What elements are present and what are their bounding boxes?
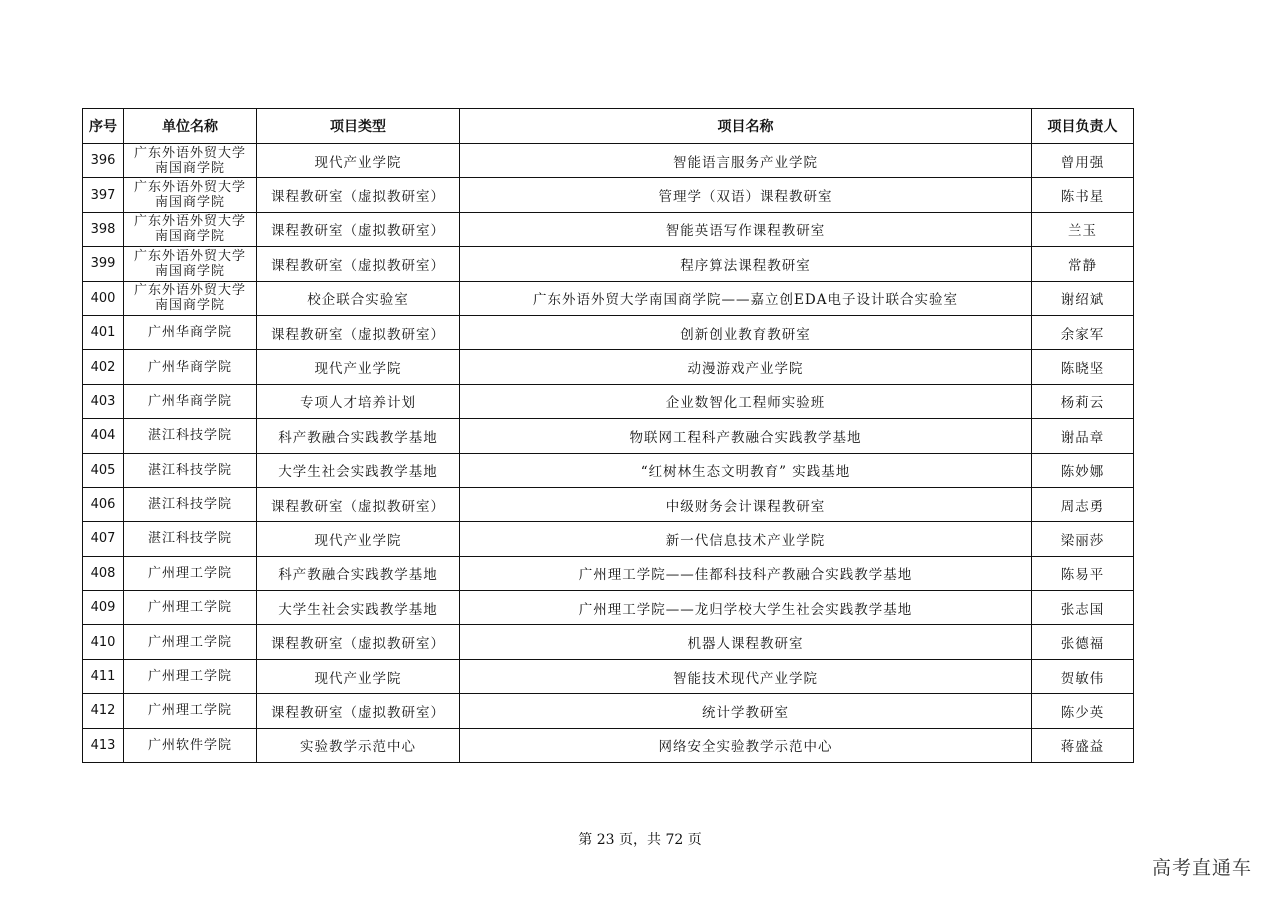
cell-project-name: 智能英语写作课程教研室	[460, 212, 1032, 246]
cell-unit	[124, 453, 257, 487]
cell-project-name: 机器人课程教研室	[460, 625, 1032, 659]
cell-serial: 411	[83, 659, 124, 693]
cell-serial: 406	[83, 487, 124, 521]
table-header-row	[83, 109, 1134, 144]
header-leader: 项目负责人	[1032, 109, 1134, 144]
cell-project-name: 广东外语外贸大学南国商学院——嘉立创EDA电子设计联合实验室	[460, 281, 1032, 315]
cell-type: 现代产业学院	[257, 522, 460, 556]
cell-unit	[124, 591, 257, 625]
page-number: 第 23 页，共 72 页	[578, 832, 702, 848]
cell-project-name: 管理学（双语）课程教研室	[460, 178, 1032, 212]
cell-serial: 397	[83, 178, 124, 212]
header-serial: 序号	[83, 109, 124, 144]
cell-serial: 410	[83, 625, 124, 659]
table-row	[83, 384, 1134, 418]
cell-project-name: 企业数智化工程师实验班	[460, 384, 1032, 418]
cell-serial: 399	[83, 247, 124, 281]
unit-text: 湛江科技学院	[147, 428, 232, 444]
cell-unit	[124, 384, 257, 418]
unit-text: 广州软件学院	[147, 737, 232, 753]
cell-type: 现代产业学院	[257, 144, 460, 178]
cell-type: 科产教融合实践教学基地	[257, 419, 460, 453]
table-row	[83, 487, 1134, 521]
cell-type: 课程教研室（虚拟教研室）	[257, 315, 460, 349]
cell-unit	[124, 144, 257, 178]
cell-project-name: 广州理工学院——佳都科技科产教融合实践教学基地	[460, 556, 1032, 590]
unit-text: 广州华商学院	[147, 393, 232, 409]
cell-serial: 409	[83, 591, 124, 625]
cell-leader: 兰玉	[1032, 212, 1134, 246]
unit-text: 广东外语外贸大学南国商学院	[133, 283, 246, 314]
header-unit: 单位名称	[124, 109, 257, 144]
cell-serial: 400	[83, 281, 124, 315]
cell-leader: 周志勇	[1032, 487, 1134, 521]
unit-text: 广东外语外贸大学南国商学院	[133, 180, 246, 211]
table-row	[83, 453, 1134, 487]
cell-unit	[124, 556, 257, 590]
unit-text: 广东外语外贸大学南国商学院	[133, 214, 246, 245]
unit-text: 湛江科技学院	[147, 531, 232, 547]
table-row	[83, 591, 1134, 625]
cell-type: 现代产业学院	[257, 659, 460, 693]
table-row	[83, 556, 1134, 590]
cell-serial: 413	[83, 728, 124, 762]
cell-serial: 408	[83, 556, 124, 590]
table-row	[83, 247, 1134, 281]
cell-unit	[124, 178, 257, 212]
unit-text: 广州理工学院	[147, 600, 232, 616]
cell-type: 大学生社会实践教学基地	[257, 591, 460, 625]
unit-text: 广东外语外贸大学南国商学院	[133, 145, 246, 176]
table-row	[83, 281, 1134, 315]
cell-leader: 陈易平	[1032, 556, 1134, 590]
cell-project-name: “红树林生态文明教育” 实践基地	[460, 453, 1032, 487]
cell-leader: 陈妙娜	[1032, 453, 1134, 487]
cell-type: 科产教融合实践教学基地	[257, 556, 460, 590]
cell-leader: 谢品章	[1032, 419, 1134, 453]
cell-unit	[124, 728, 257, 762]
table-row	[83, 659, 1134, 693]
table-row	[83, 212, 1134, 246]
cell-leader: 蒋盛益	[1032, 728, 1134, 762]
cell-leader: 梁丽莎	[1032, 522, 1134, 556]
cell-serial: 407	[83, 522, 124, 556]
cell-type: 课程教研室（虚拟教研室）	[257, 247, 460, 281]
header-type: 项目类型	[257, 109, 460, 144]
cell-leader: 陈书星	[1032, 178, 1134, 212]
cell-type: 课程教研室（虚拟教研室）	[257, 212, 460, 246]
cell-leader: 谢绍斌	[1032, 281, 1134, 315]
cell-serial: 396	[83, 144, 124, 178]
cell-project-name: 中级财务会计课程教研室	[460, 487, 1032, 521]
unit-text: 广东外语外贸大学南国商学院	[133, 248, 246, 279]
cell-project-name: 统计学教研室	[460, 694, 1032, 728]
cell-type: 现代产业学院	[257, 350, 460, 384]
unit-text: 广州理工学院	[147, 565, 232, 581]
cell-type: 大学生社会实践教学基地	[257, 453, 460, 487]
cell-project-name: 物联网工程科产教融合实践教学基地	[460, 419, 1032, 453]
unit-text: 湛江科技学院	[147, 462, 232, 478]
cell-serial: 403	[83, 384, 124, 418]
cell-type: 专项人才培养计划	[257, 384, 460, 418]
cell-unit	[124, 315, 257, 349]
unit-text: 湛江科技学院	[147, 497, 232, 513]
table-row	[83, 178, 1134, 212]
table-row	[83, 728, 1134, 762]
unit-text: 广州理工学院	[147, 703, 232, 719]
cell-leader: 常静	[1032, 247, 1134, 281]
cell-project-name: 程序算法课程教研室	[460, 247, 1032, 281]
watermark-text: 高考直通车	[1151, 857, 1252, 879]
cell-leader: 贺敏伟	[1032, 659, 1134, 693]
cell-leader: 余家军	[1032, 315, 1134, 349]
cell-unit	[124, 419, 257, 453]
cell-leader: 曾用强	[1032, 144, 1134, 178]
cell-serial: 412	[83, 694, 124, 728]
cell-leader: 杨莉云	[1032, 384, 1134, 418]
cell-type: 课程教研室（虚拟教研室）	[257, 694, 460, 728]
table-row	[83, 694, 1134, 728]
cell-unit	[124, 212, 257, 246]
cell-type: 课程教研室（虚拟教研室）	[257, 178, 460, 212]
cell-project-name: 智能技术现代产业学院	[460, 659, 1032, 693]
unit-text: 广州华商学院	[147, 325, 232, 341]
unit-text: 广州理工学院	[147, 634, 232, 650]
cell-project-name: 创新创业教育教研室	[460, 315, 1032, 349]
cell-type: 课程教研室（虚拟教研室）	[257, 487, 460, 521]
cell-project-name: 广州理工学院——龙归学校大学生社会实践教学基地	[460, 591, 1032, 625]
cell-leader: 陈晓坚	[1032, 350, 1134, 384]
table-row	[83, 315, 1134, 349]
table-row	[83, 144, 1134, 178]
cell-unit	[124, 281, 257, 315]
table-row	[83, 625, 1134, 659]
cell-type: 课程教研室（虚拟教研室）	[257, 625, 460, 659]
cell-serial: 405	[83, 453, 124, 487]
table-row	[83, 522, 1134, 556]
table-body	[83, 144, 1134, 763]
cell-serial: 398	[83, 212, 124, 246]
cell-unit	[124, 694, 257, 728]
cell-leader: 陈少英	[1032, 694, 1134, 728]
cell-type: 校企联合实验室	[257, 281, 460, 315]
cell-serial: 404	[83, 419, 124, 453]
cell-unit	[124, 659, 257, 693]
cell-project-name: 新一代信息技术产业学院	[460, 522, 1032, 556]
cell-unit	[124, 625, 257, 659]
cell-unit	[124, 522, 257, 556]
unit-text: 广州理工学院	[147, 669, 232, 685]
cell-leader: 张志国	[1032, 591, 1134, 625]
cell-serial: 402	[83, 350, 124, 384]
table-row	[83, 350, 1134, 384]
cell-leader: 张德福	[1032, 625, 1134, 659]
cell-project-name: 网络安全实验教学示范中心	[460, 728, 1032, 762]
header-project-name: 项目名称	[460, 109, 1032, 144]
cell-type: 实验教学示范中心	[257, 728, 460, 762]
unit-text: 广州华商学院	[147, 359, 232, 375]
project-table	[82, 108, 1134, 763]
cell-project-name: 动漫游戏产业学院	[460, 350, 1032, 384]
table-row	[83, 419, 1134, 453]
cell-unit	[124, 487, 257, 521]
cell-unit	[124, 350, 257, 384]
cell-project-name: 智能语言服务产业学院	[460, 144, 1032, 178]
cell-unit	[124, 247, 257, 281]
cell-serial: 401	[83, 315, 124, 349]
